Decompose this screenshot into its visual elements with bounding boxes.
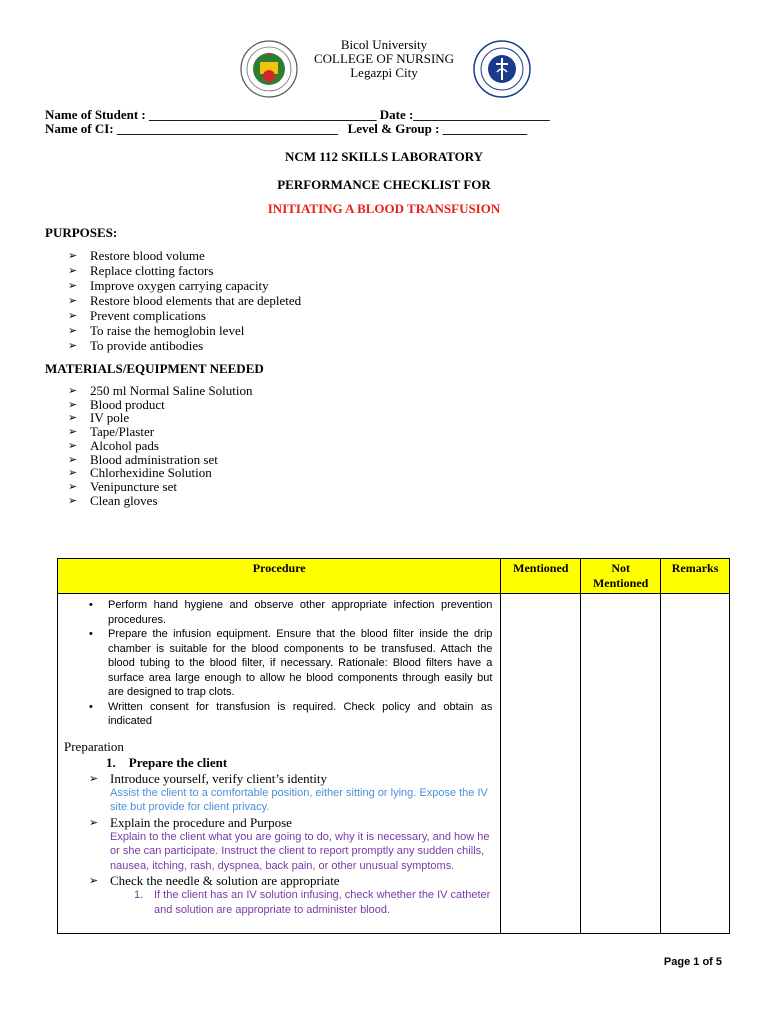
step-explain-detail: Explain to the client what you are going to do, why it is necessary, and how he or she can participate. Instruct the client to report promptly any sudden chills, nausea, itching, rash, dyspnea, back pain, or other unusual symptoms. [110,830,490,872]
materials-list [68,384,253,507]
list-item: ➢ Replace clotting factors [68,263,301,278]
step-title: Prepare the client [128,754,228,770]
city-name: Legazpi City [350,65,418,80]
list-item: ➢ Clean gloves [68,494,253,508]
preparation-label: Preparation [64,738,124,754]
remarks-cell[interactable] [661,594,730,934]
list-item: ➢ To provide antibodies [68,338,301,353]
list-item: ➢ Restore blood elements that are depleted [68,293,301,308]
materials-heading: MATERIALS/EQUIPMENT NEEDED [45,361,264,376]
list-item: ➢ Restore blood volume [68,248,301,263]
list-item: ➢ Prevent complications [68,308,301,323]
college-name: COLLEGE OF NURSING [313,51,455,66]
list-item: ➢ To raise the hemoglobin level [68,323,301,338]
checklist-title: PERFORMANCE CHECKLIST FOR [277,177,491,192]
procedure-bullets [58,598,500,729]
procedure-cell [58,594,501,934]
list-item: ➢ IV pole [68,411,253,425]
purposes-list [68,248,301,353]
not-mentioned-cell[interactable] [581,594,661,934]
ci-name-line: Name of CI: __________________________________ Level & Group : _____________ [45,121,528,136]
performance-checklist-table [57,558,730,934]
mentioned-column-header: Mentioned [501,559,581,594]
procedure-title: INITIATING A BLOOD TRANSFUSION [267,201,501,216]
mentioned-cell[interactable] [501,594,581,934]
page-number: Page 1 of 5 [663,956,722,968]
university-header [0,38,768,80]
list-item: ➢ Alcohol pads [68,439,253,453]
step-introduce: ➢ Introduce yourself, verify client’s identity [58,771,500,786]
purposes-heading: PURPOSES: [45,225,118,240]
list-item: ➢ Blood product [68,398,253,412]
not-mentioned-column-header: Not Mentioned [581,559,661,594]
remarks-column-header: Remarks [661,559,730,594]
step-introduce-detail: Assist the client to a comfortable position, either sitting or lying. Expose the IV site but provide for client privacy. [110,786,488,813]
list-item: • Prepare the infusion equipment. Ensure that the blood filter inside the drip chamber is suitable for the blood components to be transfused. Attach the blood tubing to the blood filter, if necessary. Rationale: Blood filters have a surface area large enough to allow he blood components through easily but are designed to trap clots. [58,627,500,700]
list-item: ➢ Blood administration set [68,453,253,467]
list-item: • Written consent for transfusion is required. Check policy and obtain as indicated [58,700,500,729]
step-explain: ➢ Explain the procedure and Purpose [58,815,500,830]
university-name: Bicol University [340,37,428,52]
sub-step-text: If the client has an IV solution infusing, check whether the IV catheter and solution are appropriate to administer blood. [154,889,491,916]
student-name-line: Name of Student : ___________________________________ Date :_____________________ [45,107,550,122]
step-check-needle: ➢ Check the needle & solution are appropriate [58,873,500,888]
bicol-university-logo [473,40,531,98]
list-item: ➢ Chlorhexidine Solution [68,466,253,480]
list-item: ➢ Venipuncture set [68,480,253,494]
list-item: ➢ Improve oxygen carrying capacity [68,278,301,293]
step-check-needle-detail [58,888,500,917]
table-header-row [58,559,730,594]
table-row [58,594,730,934]
list-item: ➢ Tape/Plaster [68,425,253,439]
prepare-client-heading [58,755,500,771]
list-item: ➢ 250 ml Normal Saline Solution [68,384,253,398]
procedure-column-header: Procedure [58,559,501,594]
step-number: 1. [106,754,116,770]
course-title: NCM 112 SKILLS LABORATORY [284,149,484,164]
list-item: • Perform hand hygiene and observe other appropriate infection prevention procedures. [58,598,500,627]
sub-step-number: 1. [134,889,144,901]
